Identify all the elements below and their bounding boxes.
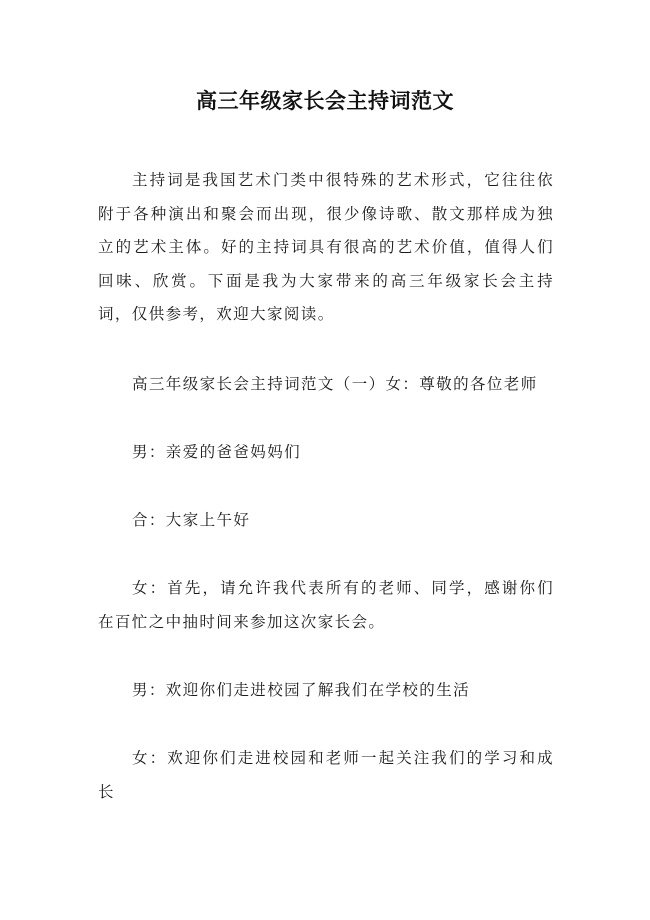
intro-paragraph: 主持词是我国艺术门类中很特殊的艺术形式，它往往依附于各种演出和聚会而出现，很少像诗歌、散文那样成为独立的艺术主体。好的主持词具有很高的艺术价值，值得人们回味、欣赏。下面是我为大家带来的高三年级家长会主持词，仅供参考，欢迎大家阅读。 (98, 171, 554, 323)
script-line-female-greeting: 高三年级家长会主持词范文（一）女：尊敬的各位老师 (132, 375, 538, 393)
script-line-male-welcome: 男：欢迎你们走进校园了解我们在学校的生活 (132, 681, 471, 699)
script-line-female-welcome: 女：欢迎你们走进校园和老师一起关注我们的学习和成长 (98, 749, 554, 801)
script-line-together: 合：大家上午好 (132, 511, 251, 529)
script-line-male-greeting: 男：亲爱的爸爸妈妈们 (132, 443, 302, 461)
document-title: 高三年级家长会主持词范文 (196, 89, 454, 113)
script-line-female-thanks: 女：首先，请允许我代表所有的老师、同学，感谢你们在百忙之中抽时间来参加这次家长会。 (98, 579, 554, 631)
